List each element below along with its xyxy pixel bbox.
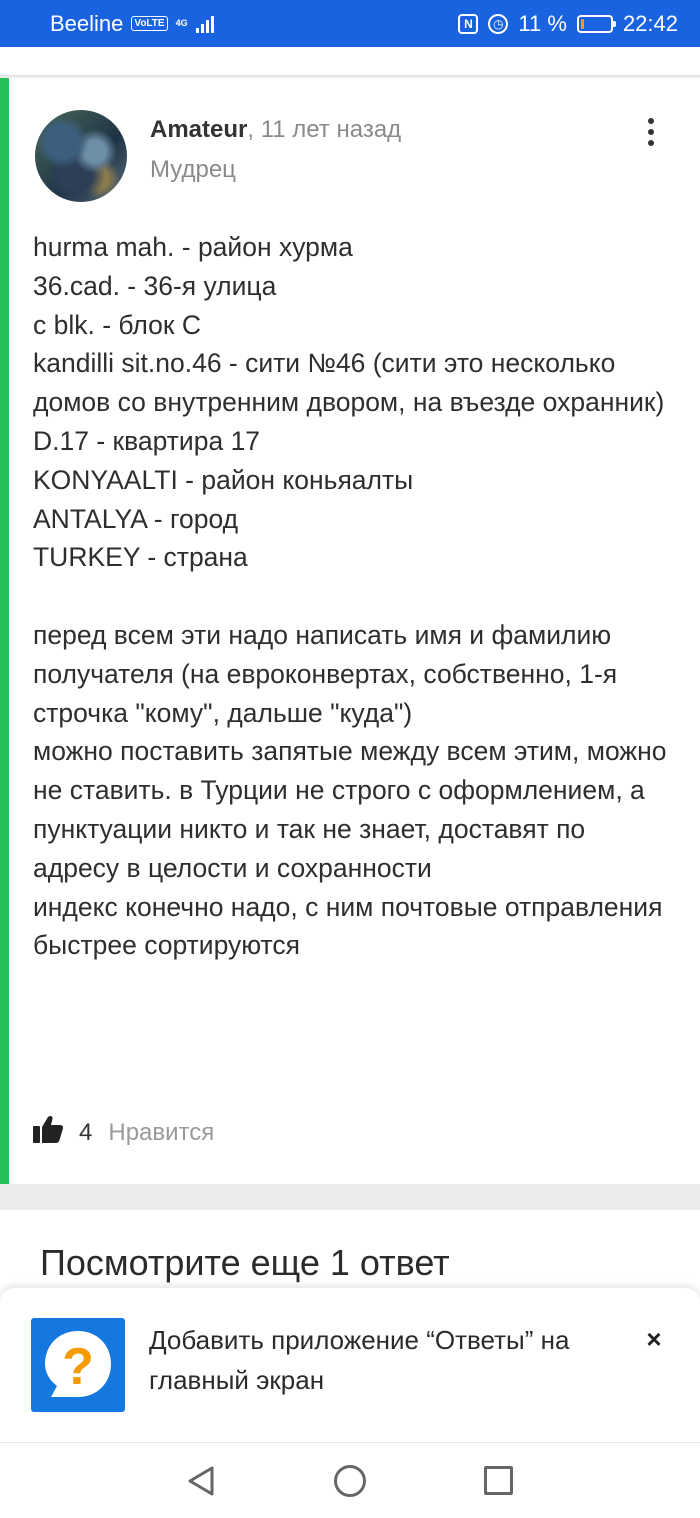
status-left [50,11,214,37]
volte-icon: VoLTE [131,16,167,31]
battery-fill [581,19,584,29]
clock: 22:42 [622,10,678,36]
system-nav-bar [0,1442,700,1518]
question-mark-glyph: ? [62,1338,94,1396]
answer-card [0,78,700,1184]
alarm-icon: ◷ [488,14,508,34]
network-type: 4G [175,18,188,28]
status-right [458,11,678,37]
recents-icon[interactable] [484,1466,513,1495]
home-icon[interactable] [334,1465,366,1497]
like-count: 4 [79,1118,93,1146]
banner-text[interactable]: Добавить приложение “Ответы” на главный экран [149,1325,570,1395]
thumbs-up-icon[interactable] [33,1115,63,1150]
author-line [150,116,401,144]
battery-percent: 11 % [518,10,567,36]
signal-icon [196,15,214,33]
status-bar [0,0,700,47]
battery-icon [577,15,613,33]
more-options-icon[interactable] [640,116,662,148]
back-icon[interactable] [186,1465,216,1502]
close-icon[interactable]: × [646,1324,662,1354]
carrier-name: Beeline [50,10,124,36]
otvety-app-icon [31,1318,125,1412]
nfc-icon: N [458,14,478,34]
add-app-banner[interactable] [0,1288,700,1442]
author-name[interactable]: Amateur [150,116,248,143]
answer-body: hurma mah. - район хурма 36.cad. - 36-я улица c blk. - блок С kandilli sit.no.46 - сити №46 (сити это несколько домов со внутренним двором, на въезде охранник) D.17 - квартира 17 KONYAALTI - район коньяалты ANTALYA - город TURKEY - страна перед всем эти надо написать имя и фамилию получателя (на евроконвертах, собственно, 1-я строчка "кому", дальше "куда") можно поставить запятые между всем этим, можно не ставить. в Турции не строго с оформлением, а пунктуации никто и так не знает, доставят по адресу в целости и сохранности индекс конечно надо, с ним почтовые отправления быстрее сортируются [33,232,667,961]
like-label[interactable]: Нравится [108,1118,215,1146]
like-row[interactable] [33,1115,214,1150]
previous-card-edge [0,47,700,76]
author-rank: Мудрец [150,156,236,183]
answer-time: , 11 лет назад [247,116,402,143]
more-answers-title[interactable]: Посмотрите еще 1 ответ [40,1242,450,1283]
avatar[interactable] [35,110,127,202]
